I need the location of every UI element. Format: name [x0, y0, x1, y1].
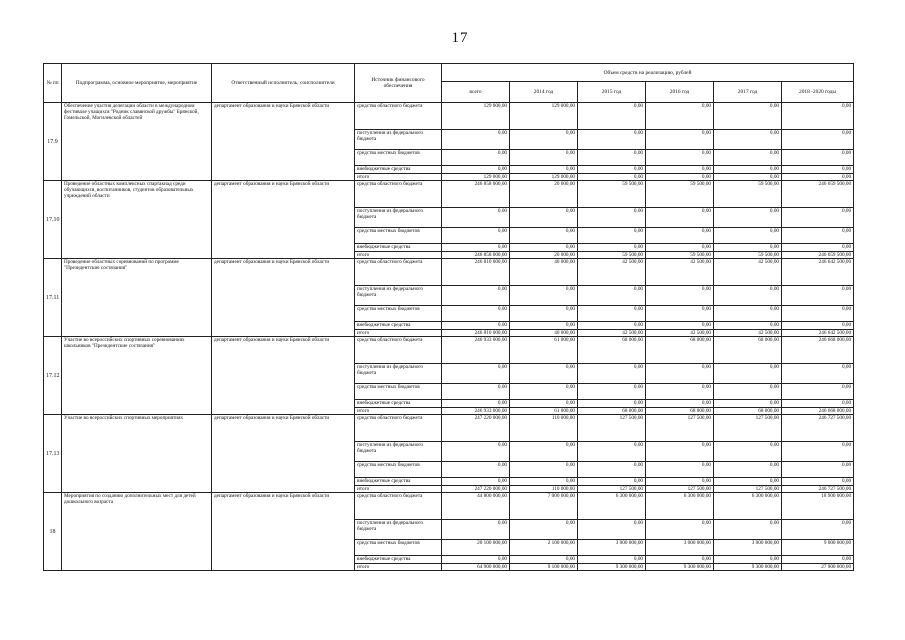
amount-cell: 0,00	[510, 442, 578, 462]
funding-source: средства местных бюджетов	[355, 384, 442, 400]
amount-cell: 3 000 000,00	[646, 540, 714, 556]
funding-source: итого	[355, 330, 442, 337]
funding-source: итого	[355, 408, 442, 415]
amount-cell: 246 858 000,00	[442, 181, 510, 208]
amount-cell: 0,00	[442, 384, 510, 400]
amount-cell: 246 642 500,00	[782, 259, 854, 286]
table-row	[44, 181, 854, 208]
amount-cell: 27 900 000,00	[782, 564, 854, 571]
item-executor: департамент образования и науки Брянской области	[212, 337, 355, 415]
funding-source: внебюджетные средства	[355, 166, 442, 174]
amount-cell: 247 220 000,00	[442, 415, 510, 442]
amount-cell: 0,00	[782, 103, 854, 130]
item-executor: департамент образования и науки Брянской области	[212, 181, 355, 259]
item-name: Проведение областных комплексных спартакиад среди обучающихся, воспитанников, студентов образовательных учреждений области	[62, 181, 212, 259]
amount-cell: 59 500,00	[578, 181, 646, 208]
funding-source: средства областного бюджета	[355, 493, 442, 520]
amount-cell: 0,00	[714, 228, 782, 244]
amount-cell: 0,00	[442, 286, 510, 306]
amount-cell: 0,00	[646, 478, 714, 486]
funding-source: средства местных бюджетов	[355, 462, 442, 478]
item-executor: департамент образования и науки Брянской области	[212, 493, 355, 571]
amount-cell: 0,00	[782, 306, 854, 322]
funding-source: внебюджетные средства	[355, 478, 442, 486]
header-year: 2018 -2020 годы	[782, 82, 854, 103]
item-name: Участие во всероссийских спортивных мероприятиях	[62, 415, 212, 493]
amount-cell: 7 000 000,00	[510, 493, 578, 520]
amount-cell: 0,00	[714, 520, 782, 540]
amount-cell: 64 900 000,00	[442, 564, 510, 571]
amount-cell: 129 000,00	[510, 103, 578, 130]
amount-cell: 127 500,00	[714, 415, 782, 442]
amount-cell: 0,00	[442, 306, 510, 322]
amount-cell: 246 659 500,00	[782, 181, 854, 208]
funding-source: поступления из федерального бюджета	[355, 442, 442, 462]
amount-cell: 59 500,00	[578, 252, 646, 259]
amount-cell: 0,00	[578, 174, 646, 181]
funding-source: внебюджетные средства	[355, 400, 442, 408]
amount-cell: 0,00	[646, 174, 714, 181]
amount-cell: 0,00	[646, 103, 714, 130]
amount-cell: 0,00	[782, 228, 854, 244]
amount-cell: 68 000,00	[578, 337, 646, 364]
header-executor: Ответственный исполнитель, соисполнители	[212, 64, 355, 103]
amount-cell: 42 500,00	[714, 330, 782, 337]
amount-cell: 0,00	[578, 130, 646, 150]
amount-cell: 59 500,00	[646, 181, 714, 208]
funding-source: поступления из федерального бюджета	[355, 520, 442, 540]
amount-cell: 20 000,00	[510, 252, 578, 259]
amount-cell: 0,00	[442, 166, 510, 174]
amount-cell: 0,00	[510, 384, 578, 400]
amount-cell: 246 858 000,00	[442, 252, 510, 259]
funding-source: итого	[355, 174, 442, 181]
amount-cell: 0,00	[510, 166, 578, 174]
amount-cell: 0,00	[442, 244, 510, 252]
amount-cell: 127 500,00	[578, 415, 646, 442]
amount-cell: 0,00	[442, 322, 510, 330]
amount-cell: 0,00	[646, 364, 714, 384]
amount-cell: 0,00	[442, 442, 510, 462]
amount-cell: 0,00	[714, 174, 782, 181]
amount-cell: 0,00	[646, 208, 714, 228]
amount-cell: 0,00	[714, 322, 782, 330]
amount-cell: 20 000,00	[510, 181, 578, 208]
amount-cell: 0,00	[646, 244, 714, 252]
header-year: 2015 год	[578, 82, 646, 103]
amount-cell: 59 500,00	[714, 252, 782, 259]
table-row	[44, 493, 854, 520]
amount-cell: 59 500,00	[646, 252, 714, 259]
amount-cell: 68 000,00	[578, 408, 646, 415]
amount-cell: 246 642 500,00	[782, 330, 854, 337]
amount-cell: 0,00	[510, 306, 578, 322]
table-row	[44, 259, 854, 286]
amount-cell: 0,00	[782, 400, 854, 408]
header-year: всего	[442, 82, 510, 103]
amount-cell: 0,00	[646, 400, 714, 408]
amount-cell: 9 000 000,00	[782, 540, 854, 556]
item-executor: департамент образования и науки Брянской области	[212, 103, 355, 181]
funding-source: средства областного бюджета	[355, 259, 442, 286]
amount-cell: 0,00	[510, 244, 578, 252]
amount-cell: 0,00	[510, 520, 578, 540]
amount-cell: 6 300 000,00	[646, 493, 714, 520]
funding-source: средства местных бюджетов	[355, 540, 442, 556]
page-number: 17	[451, 30, 469, 46]
amount-cell: 0,00	[578, 400, 646, 408]
amount-cell: 0,00	[646, 442, 714, 462]
amount-cell: 40 000,00	[510, 259, 578, 286]
amount-cell: 68 000,00	[646, 408, 714, 415]
amount-cell: 0,00	[578, 286, 646, 306]
amount-cell: 0,00	[782, 520, 854, 540]
amount-cell: 3 000 000,00	[578, 540, 646, 556]
funding-source: средства областного бюджета	[355, 415, 442, 442]
amount-cell: 0,00	[442, 228, 510, 244]
table-row	[44, 337, 854, 364]
header-no: № пп	[44, 64, 62, 103]
amount-cell: 0,00	[578, 478, 646, 486]
funding-source: средства местных бюджетов	[355, 228, 442, 244]
amount-cell: 0,00	[510, 130, 578, 150]
amount-cell: 127 500,00	[714, 486, 782, 493]
funding-source: средства областного бюджета	[355, 181, 442, 208]
header-source: Источник финансового обеспечения	[355, 64, 442, 103]
amount-cell: 129 000,00	[442, 174, 510, 181]
table-header	[44, 64, 854, 103]
amount-cell: 246 933 000,00	[442, 337, 510, 364]
amount-cell: 42 500,00	[646, 330, 714, 337]
amount-cell: 0,00	[782, 150, 854, 166]
funding-source: итого	[355, 564, 442, 571]
funding-source: поступления из федерального бюджета	[355, 130, 442, 150]
amount-cell: 9 300 000,00	[578, 564, 646, 571]
funding-source: внебюджетные средства	[355, 556, 442, 564]
amount-cell: 0,00	[646, 130, 714, 150]
item-executor: департамент образования и науки Брянской области	[212, 415, 355, 493]
amount-cell: 129 000,00	[442, 103, 510, 130]
amount-cell: 110 000,00	[510, 486, 578, 493]
amount-cell: 0,00	[442, 520, 510, 540]
amount-cell: 0,00	[646, 322, 714, 330]
amount-cell: 0,00	[578, 150, 646, 166]
amount-cell: 0,00	[646, 166, 714, 174]
amount-cell: 0,00	[578, 306, 646, 322]
amount-cell: 246 810 000,00	[442, 330, 510, 337]
amount-cell: 246 659 500,00	[782, 252, 854, 259]
amount-cell: 42 500,00	[714, 259, 782, 286]
amount-cell: 0,00	[646, 462, 714, 478]
amount-cell: 127 500,00	[646, 486, 714, 493]
amount-cell: 0,00	[510, 400, 578, 408]
amount-cell: 0,00	[714, 384, 782, 400]
amount-cell: 0,00	[782, 208, 854, 228]
amount-cell: 0,00	[442, 208, 510, 228]
funding-source: средства местных бюджетов	[355, 306, 442, 322]
amount-cell: 0,00	[782, 442, 854, 462]
amount-cell: 0,00	[782, 462, 854, 478]
amount-cell: 42 500,00	[578, 330, 646, 337]
amount-cell: 0,00	[646, 306, 714, 322]
amount-cell: 246 668 000,00	[782, 337, 854, 364]
amount-cell: 0,00	[714, 244, 782, 252]
funding-source: поступления из федерального бюджета	[355, 364, 442, 384]
amount-cell: 0,00	[442, 130, 510, 150]
header-year: 2014 год	[510, 82, 578, 103]
table-body	[44, 103, 854, 571]
amount-cell: 0,00	[714, 103, 782, 130]
amount-cell: 0,00	[714, 478, 782, 486]
amount-cell: 0,00	[578, 103, 646, 130]
amount-cell: 0,00	[510, 462, 578, 478]
amount-cell: 0,00	[578, 364, 646, 384]
amount-cell: 0,00	[782, 286, 854, 306]
amount-cell: 0,00	[714, 556, 782, 564]
funding-source: поступления из федерального бюджета	[355, 286, 442, 306]
amount-cell: 129 000,00	[510, 174, 578, 181]
amount-cell: 0,00	[510, 286, 578, 306]
amount-cell: 59 500,00	[714, 181, 782, 208]
amount-cell: 0,00	[510, 228, 578, 244]
item-executor: департамент образования и науки Брянской области	[212, 259, 355, 337]
amount-cell: 68 000,00	[714, 408, 782, 415]
funding-source: итого	[355, 252, 442, 259]
amount-cell: 42 500,00	[646, 259, 714, 286]
amount-cell: 0,00	[714, 364, 782, 384]
amount-cell: 61 000,00	[510, 337, 578, 364]
amount-cell: 6 300 000,00	[578, 493, 646, 520]
amount-cell: 0,00	[714, 166, 782, 174]
amount-cell: 0,00	[714, 150, 782, 166]
funding-source: средства местных бюджетов	[355, 150, 442, 166]
funding-source: поступления из федерального бюджета	[355, 208, 442, 228]
amount-cell: 0,00	[510, 208, 578, 228]
amount-cell: 246 933 000,00	[442, 408, 510, 415]
amount-cell: 0,00	[578, 442, 646, 462]
amount-cell: 3 000 000,00	[714, 540, 782, 556]
amount-cell: 0,00	[578, 520, 646, 540]
amount-cell: 0,00	[714, 306, 782, 322]
item-number: 17.13	[44, 415, 62, 493]
amount-cell: 0,00	[646, 520, 714, 540]
amount-cell: 0,00	[714, 130, 782, 150]
amount-cell: 6 300 000,00	[714, 493, 782, 520]
amount-cell: 2 100 000,00	[510, 540, 578, 556]
amount-cell: 0,00	[442, 556, 510, 564]
header-year: 2017 год	[714, 82, 782, 103]
item-number: 17.12	[44, 337, 62, 415]
amount-cell: 0,00	[646, 150, 714, 166]
funding-source: внебюджетные средства	[355, 322, 442, 330]
funding-source: внебюджетные средства	[355, 244, 442, 252]
amount-cell: 0,00	[578, 322, 646, 330]
item-number: 17.9	[44, 103, 62, 181]
amount-cell: 68 000,00	[714, 337, 782, 364]
header-year: 2016 год	[646, 82, 714, 103]
amount-cell: 9 300 000,00	[714, 564, 782, 571]
amount-cell: 0,00	[646, 384, 714, 400]
amount-cell: 110 000,00	[510, 415, 578, 442]
amount-cell: 247 220 000,00	[442, 486, 510, 493]
amount-cell: 0,00	[442, 462, 510, 478]
amount-cell: 0,00	[646, 556, 714, 564]
item-name: Обеспечение участия делегации области в международном фестивале учащихся "Родник славянской дружбы" Брянской, Гомельской, Могилевской областей	[62, 103, 212, 181]
amount-cell: 61 000,00	[510, 408, 578, 415]
amount-cell: 0,00	[782, 556, 854, 564]
amount-cell: 42 500,00	[578, 259, 646, 286]
amount-cell: 0,00	[578, 244, 646, 252]
amount-cell: 0,00	[782, 166, 854, 174]
table-row	[44, 103, 854, 130]
amount-cell: 0,00	[578, 228, 646, 244]
amount-cell: 246 727 500,00	[782, 415, 854, 442]
amount-cell: 9 100 000,00	[510, 564, 578, 571]
item-name: Участие во всероссийских спортивных соревнованиях школьников "Президентские состязания"	[62, 337, 212, 415]
amount-cell: 0,00	[782, 174, 854, 181]
amount-cell: 0,00	[578, 462, 646, 478]
amount-cell: 0,00	[782, 322, 854, 330]
item-name: Проведение областных соревнований по программе "Президентские состязания"	[62, 259, 212, 337]
amount-cell: 0,00	[510, 322, 578, 330]
amount-cell: 0,00	[782, 384, 854, 400]
header-volume: Объем средств на реализацию, рублей	[442, 64, 854, 82]
amount-cell: 44 800 000,00	[442, 493, 510, 520]
amount-cell: 0,00	[578, 556, 646, 564]
amount-cell: 127 500,00	[578, 486, 646, 493]
amount-cell: 0,00	[714, 400, 782, 408]
item-number: 17.10	[44, 181, 62, 259]
amount-cell: 0,00	[782, 244, 854, 252]
header-program: Подпрограмма, основное мероприятие, мероприятие	[62, 64, 212, 103]
funding-source: итого	[355, 486, 442, 493]
funding-source: средства областного бюджета	[355, 103, 442, 130]
amount-cell: 0,00	[442, 478, 510, 486]
amount-cell: 18 900 000,00	[782, 493, 854, 520]
amount-cell: 0,00	[442, 364, 510, 384]
amount-cell: 0,00	[578, 208, 646, 228]
amount-cell: 0,00	[578, 384, 646, 400]
amount-cell: 68 000,00	[646, 337, 714, 364]
item-number: 18	[44, 493, 62, 571]
amount-cell: 246 668 000,00	[782, 408, 854, 415]
amount-cell: 0,00	[714, 442, 782, 462]
amount-cell: 127 500,00	[646, 415, 714, 442]
amount-cell: 20 100 000,00	[442, 540, 510, 556]
amount-cell: 0,00	[646, 228, 714, 244]
item-number: 17.11	[44, 259, 62, 337]
amount-cell: 0,00	[442, 400, 510, 408]
amount-cell: 0,00	[714, 208, 782, 228]
amount-cell: 40 000,00	[510, 330, 578, 337]
funding-table	[43, 63, 854, 571]
amount-cell: 246 727 500,00	[782, 486, 854, 493]
amount-cell: 0,00	[442, 150, 510, 166]
amount-cell: 0,00	[510, 364, 578, 384]
table-row	[44, 415, 854, 442]
amount-cell: 0,00	[782, 364, 854, 384]
amount-cell: 9 300 000,00	[646, 564, 714, 571]
amount-cell: 0,00	[646, 286, 714, 306]
item-name: Мероприятия по созданию дополнительных мест для детей дошкольного возраста	[62, 493, 212, 571]
amount-cell: 0,00	[578, 166, 646, 174]
amount-cell: 0,00	[510, 556, 578, 564]
amount-cell: 0,00	[714, 286, 782, 306]
amount-cell: 0,00	[510, 478, 578, 486]
amount-cell: 0,00	[782, 478, 854, 486]
amount-cell: 0,00	[510, 150, 578, 166]
funding-source: средства областного бюджета	[355, 337, 442, 364]
amount-cell: 0,00	[714, 462, 782, 478]
amount-cell: 0,00	[782, 130, 854, 150]
amount-cell: 246 810 000,00	[442, 259, 510, 286]
